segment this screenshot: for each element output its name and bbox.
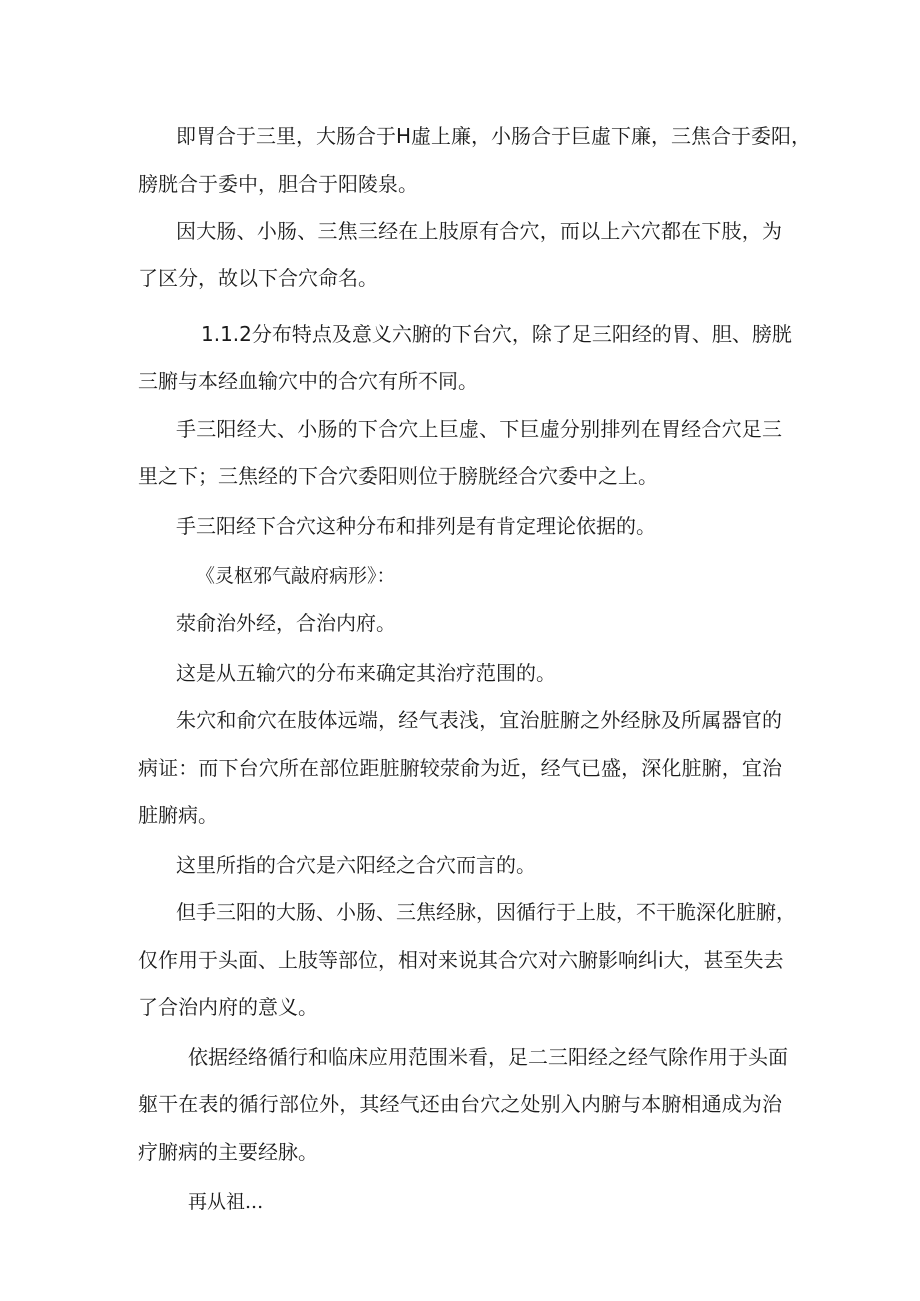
text-line: 1.1.2分布特点及意义六腑的下台穴，除了足三阳经的胃、胆、膀胱 [201,322,792,346]
text-line: 朱穴和俞穴在肢体远端，经气表浅，宜治脏腑之外经脉及所属器官的 [176,708,782,732]
text-line: 手三阳经大、小肠的下合穴上巨虚、下巨虛分别排列在胃经合穴足三 [176,417,782,441]
text-line: 膀胱合于委中，胆合于阳陵泉。 [138,172,418,196]
text-line: 三腑与本经血输穴中的合穴有所不同。 [138,369,478,393]
text-line: 即胃合于三里，大肠合于H虛上廉，小肠合于巨虛下廉，三焦合于委阳， [176,124,812,148]
text-line: 病证：而下台穴所在部位距脏腑较荥俞为近，经气已盛，深化脏腑，宜治 [138,756,782,780]
text-line: 里之下；三焦经的下合穴委阳则位于膀胱经合穴委中之上。 [138,464,658,488]
text-line: 再从祖... [188,1191,264,1213]
text-line: 仅作用于头面、上肢等部位，相对来说其合穴对六腑影响纠i大，甚至失去 [138,948,784,972]
text-line: 这里所指的合穴是六阳经之合穴而言的。 [176,853,536,877]
text-line: 这是从五输穴的分布来确定其治疗范围的。 [176,661,556,685]
text-line: 脏腑病。 [138,803,218,827]
text-line: 《灵枢邪气敲府病形》： [196,565,396,587]
text-line: 躯干在表的循行部位外，其经气还由台穴之处别入内腑与本腑相通成为治 [138,1092,782,1116]
text-line: 但手三阳的大肠、小肠、三焦经脉，因循行于上肢，不干脆深化脏腑， [176,900,796,924]
text-line: 了区分，故以下合穴命名。 [138,266,378,290]
text-line: 了合治内府的意义。 [138,995,318,1019]
text-line: 手三阳经下合穴这种分布和排列是有肯定理论依据的。 [176,514,656,538]
text-line: 依据经络循行和临床应用范围米看，足二三阳经之经气除作用于头面 [188,1045,788,1069]
text-line: 荥俞治外经，合治内府。 [176,611,396,635]
text-line: 因大肠、小肠、三焦三经在上肢原有合穴，而以上六穴都在下肢，为 [176,219,782,243]
text-line: 疗腑病的主要经脉。 [138,1140,318,1164]
